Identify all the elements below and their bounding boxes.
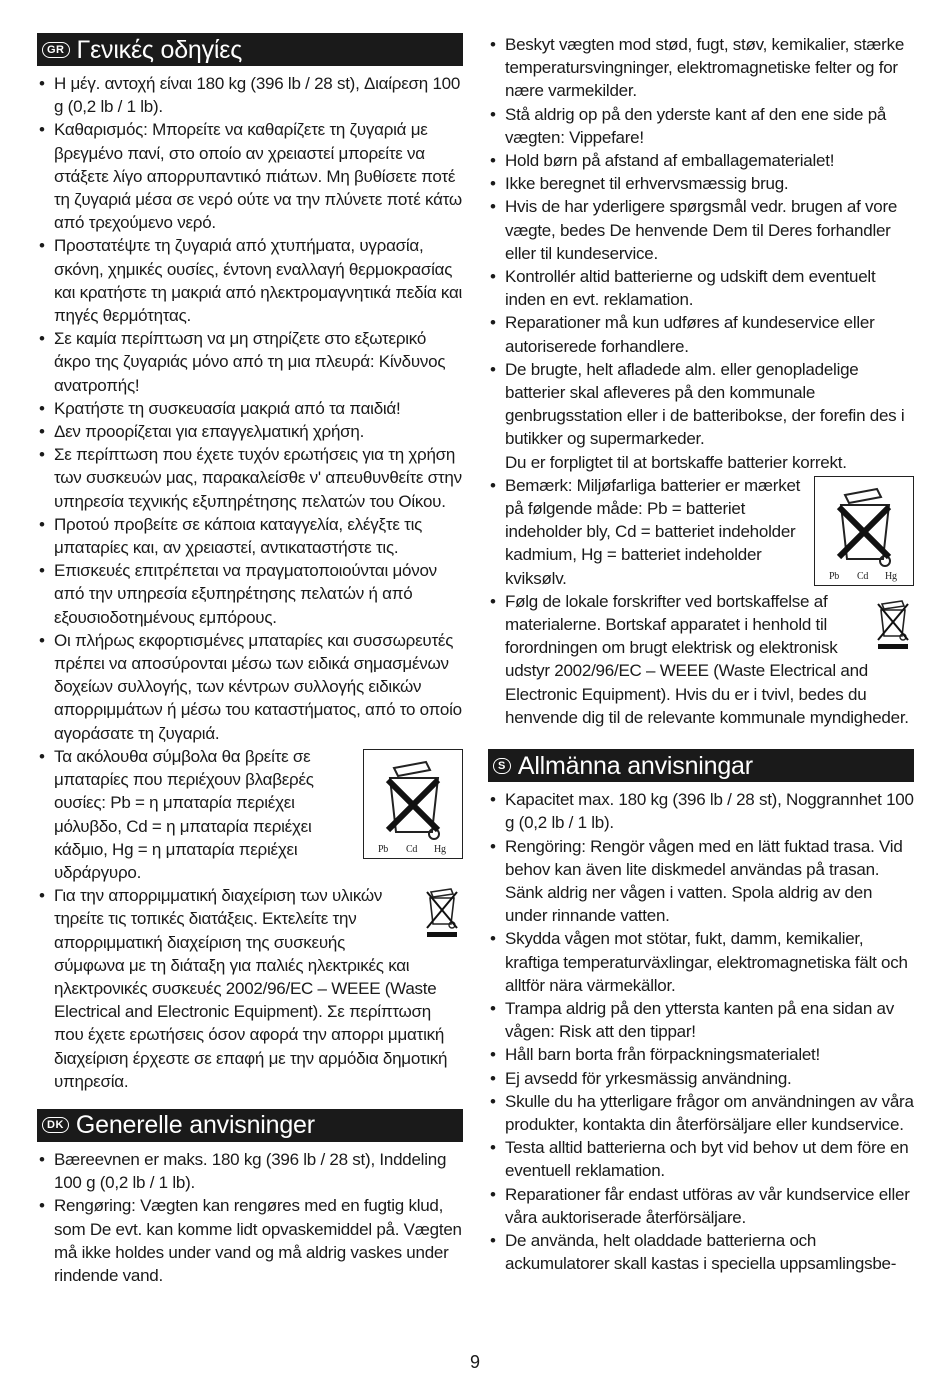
list-item: • Rengøring: Vægten kan rengøres med en fugtig klud, som De evt. kan komme lidt opvaskemiddel på. Vægten må ikke holdes under vand og må aldrig vaskes under rindende vand. (37, 1194, 463, 1287)
list-item: • Ikke beregnet til erhvervsmæssig brug. (488, 172, 914, 195)
list-item: • Σε περίπτωση που έχετε τυχόν ερωτήσεις για τη χρήση των συσκευών μας, παρακαλείσθε ν' απευθυνθείτε στην υπηρεσία τεχνικής εξυπηρέτησης πελατών του Οίκου. (37, 443, 463, 513)
list-item: • Καθαρισμός: Μπορείτε να καθαρίζετε τη ζυγαριά με βρεγμένο πανί, στο οποίο αν χρειαστεί μπορείτε να στάξετε λίγο απορρυπαντικό πιάτων. Μη βυθίσετε ποτέ τη ζυγαριά μέσα σε νερό ούτε να την πλύνετε ποτέ κάτω από τρεχούμενο νερό. (37, 118, 463, 234)
language-badge-dk: DK (42, 1117, 69, 1133)
list-item: • Reparationer får endast utföras av vår kundservice eller våra auktoriserade återförsäljare. (488, 1183, 914, 1229)
swedish-instructions-list (488, 788, 914, 1275)
section-header-swedish (488, 749, 914, 782)
list-item: • Hvis de har yderligere spørgsmål vedr. brugen af vore vægte, bedes De henvende Dem til Deres forhandler eller til kundeservice. (488, 195, 914, 265)
battery-label-hg: Hg (885, 570, 897, 582)
danish-instructions-list-right (488, 33, 914, 451)
list-item: • Kontrollér altid batterierne og udskift dem eventuelt inden en evt. reklamation. (488, 265, 914, 311)
greek-instructions-list (37, 72, 463, 1093)
list-item: • Skydda vågen mot stötar, fukt, damm, kemikalier, kraftiga temperaturväxlingar, elektromagnetiska fält och alltför nära värmekällor. (488, 927, 914, 997)
battery-label-pb: • Pb (829, 570, 840, 582)
weee-bin-icon (421, 886, 463, 938)
list-item: • Trampa aldrig på den yttersta kanten på ena sidan av vågen: Risk att den tippar! (488, 997, 914, 1043)
danish-symbols-list (488, 474, 914, 729)
crossed-out-wheelie-bin-icon (363, 749, 463, 859)
battery-symbols-text: Bemærk: Miljøfarliga batterier er mærket på følgende måde: Pb = batteriet indeholder bly, Cd = batteriet indeholder kadmium, Hg = batteriet indeholder kviksølv. (505, 475, 801, 588)
weee-bin-icon (872, 598, 914, 650)
list-item: • Skulle du ha ytterligare frågor om användningen av våra produkter, kontakta din återförsäljare eller kundservice. (488, 1090, 914, 1136)
list-item: • Η μέγ. αντοχή είναι 180 kg (396 lb / 28 st), Διαίρεση 100 g (0,2 lb / 1 lb). (37, 72, 463, 118)
weee-disposal-text: Følg de lokale forskrifter ved bortskaffelse af materialerne. Bortskaf apparatet i henhold til forordningen om brugt elektrisk og elektronisk udstyr 2002/96/EC – WEEE (Waste Electrical and Electronic Equipment). Hvis du er i tvivl, bedes du henvende dig til de relevante kommunale myndigheder. (505, 591, 909, 727)
list-item: • Rengöring: Rengör vågen med en lätt fuktad trasa. Vid behov kan även lite diskmedel användas på trasan. Sänk aldrig ner vågen i vatten. Spola aldrig av den under rinnande vatten. (488, 835, 914, 928)
battery-label-cd: Cd (406, 843, 418, 855)
list-item: • Reparationer må kun udføres af kundeservice eller autoriserede forhandlere. (488, 311, 914, 357)
weee-disposal-item (37, 884, 463, 1093)
section-title-danish: Generelle anvisninger (75, 1111, 315, 1140)
list-item: • Οι πλήρως εκφορτισμένες μπαταρίες και συσσωρευτές πρέπει να αποσύρονται μέσω των ειδικά σημασμένων δοχείων συλλογής, των κέντρων συλλογής ειδικών απορριμμάτων ή μέσω του καταστήματος, από το οποίο αγοράσατε τη ζυγαριά. (37, 629, 463, 745)
weee-disposal-item (488, 590, 914, 729)
section-header-danish (37, 1109, 463, 1142)
list-item: • Hold børn på afstand af emballagematerialet! (488, 149, 914, 172)
page-number: 9 (469, 1352, 480, 1372)
right-column (488, 33, 914, 1275)
list-item: • Håll barn borta från förpackningsmaterialet! (488, 1043, 914, 1066)
battery-label-hg: Hg (434, 843, 446, 855)
battery-symbols-item (488, 474, 914, 590)
list-item: • De brugte, helt afladede alm. eller genopladelige batterier skal afleveres på den kommunale genbrugsstation eller i de batteribokse, der forefin des i butikker og supermarkeder. (488, 358, 914, 451)
list-item: • Stå aldrig op på den yderste kant af den ene side på vægten: Vippefare! (488, 103, 914, 149)
list-item: • De använda, helt oladdade batterierna och ackumulatorer skall kastas i speciella uppsamlingsbe- (488, 1229, 914, 1275)
section-title-greek: Γενικές οδηγίες (76, 35, 243, 64)
list-item: • Προστατέψτε τη ζυγαριά από χτυπήματα, υγρασία, σκόνη, χημικές ουσίες, έντονη εναλλαγή θερμοκρασίας και κρατήστε τη μακριά από ηλεκτρομαγνητικά πεδία και πηγές θερμότητας. (37, 234, 463, 327)
list-item: • Bæreevnen er maks. 180 kg (396 lb / 28 st), Inddeling 100 g (0,2 lb / 1 lb). (37, 1148, 463, 1194)
list-item: • Σε καμία περίπτωση να μη στηρίζετε στο εξωτερικό άκρο της ζυγαριάς μόνο από τη μια πλευρά: Κίνδυνος ανατροπής! (37, 327, 463, 397)
list-item: • Testa alltid batterierna och byt vid behov ut dem före en eventuell reklamation. (488, 1136, 914, 1182)
section-title-swedish: Allmänna anvisningar (517, 751, 753, 780)
list-item: • Beskyt vægten mod stød, fugt, støv, kemikalier, stærke temperatursvingninger, elektromagnetiske felter og for nære varmekilder. (488, 33, 914, 103)
list-item: • Κρατήστε τη συσκευασία μακριά από τα παιδιά! (37, 397, 463, 420)
battery-obligation-note: Du er forpligtet til at bortskaffe batterier korrekt. (505, 452, 847, 472)
list-item: • Επισκευές επιτρέπεται να πραγματοποιούνται μόνον από την υπηρεσία εξυπηρέτησης πελατών ή από εξουσιοδοτημένους εμπόρους. (37, 559, 463, 629)
battery-label-cd: Cd (857, 570, 869, 582)
language-badge-s: S (493, 758, 511, 774)
battery-symbols-item (37, 745, 463, 884)
crossed-out-wheelie-bin-icon (814, 476, 914, 586)
section-header-greek (37, 33, 463, 66)
weee-disposal-text: Για την απορριμματική διαχείριση των υλικών τηρείτε τις τοπικές διατάξεις. Εκτελείτε την απορριμματική διαχείριση της συσκευής σύμφωνα με τη διάταξη για παλιές ηλεκτρικές και ηλεκτρονικές συσκευές 2002/96/EC – WEEE (Waste Electrical and Electronic Equipment). Σε περίπτωση που έχετε ερωτήσεις όσον αφορά την απορρι μματική διαχείριση έρχεστε σε επαφή με την αρμόδια δημοτική υπηρεσία. (54, 886, 448, 1091)
battery-label-pb: • Pb (378, 843, 389, 855)
list-item: • Προτού προβείτε σε κάποια καταγγελία, ελέγξτε τις μπαταρίες και, αν χρειαστεί, αντικαταστήστε τις. (37, 513, 463, 559)
left-column (37, 33, 463, 1287)
list-item: • Kapacitet max. 180 kg (396 lb / 28 st), Noggrannhet 100 g (0,2 lb / 1 lb). (488, 788, 914, 834)
language-badge-gr: GR (42, 42, 70, 58)
danish-instructions-list-left (37, 1148, 463, 1287)
list-item: • Ej avsedd för yrkesmässig användning. (488, 1067, 914, 1090)
list-item: • Δεν προορίζεται για επαγγελματική χρήση. (37, 420, 463, 443)
battery-symbols-text: Τα ακόλουθα σύμβολα θα βρείτε σε μπαταρίες που περιέχουν βλαβερές ουσίες: Pb = η μπαταρία περιέχει μόλυβδο, Cd = η μπαταρία περιέχει κάδμιο, Hg = η μπαταρία περιέχει υδράργυρο. (54, 746, 314, 882)
